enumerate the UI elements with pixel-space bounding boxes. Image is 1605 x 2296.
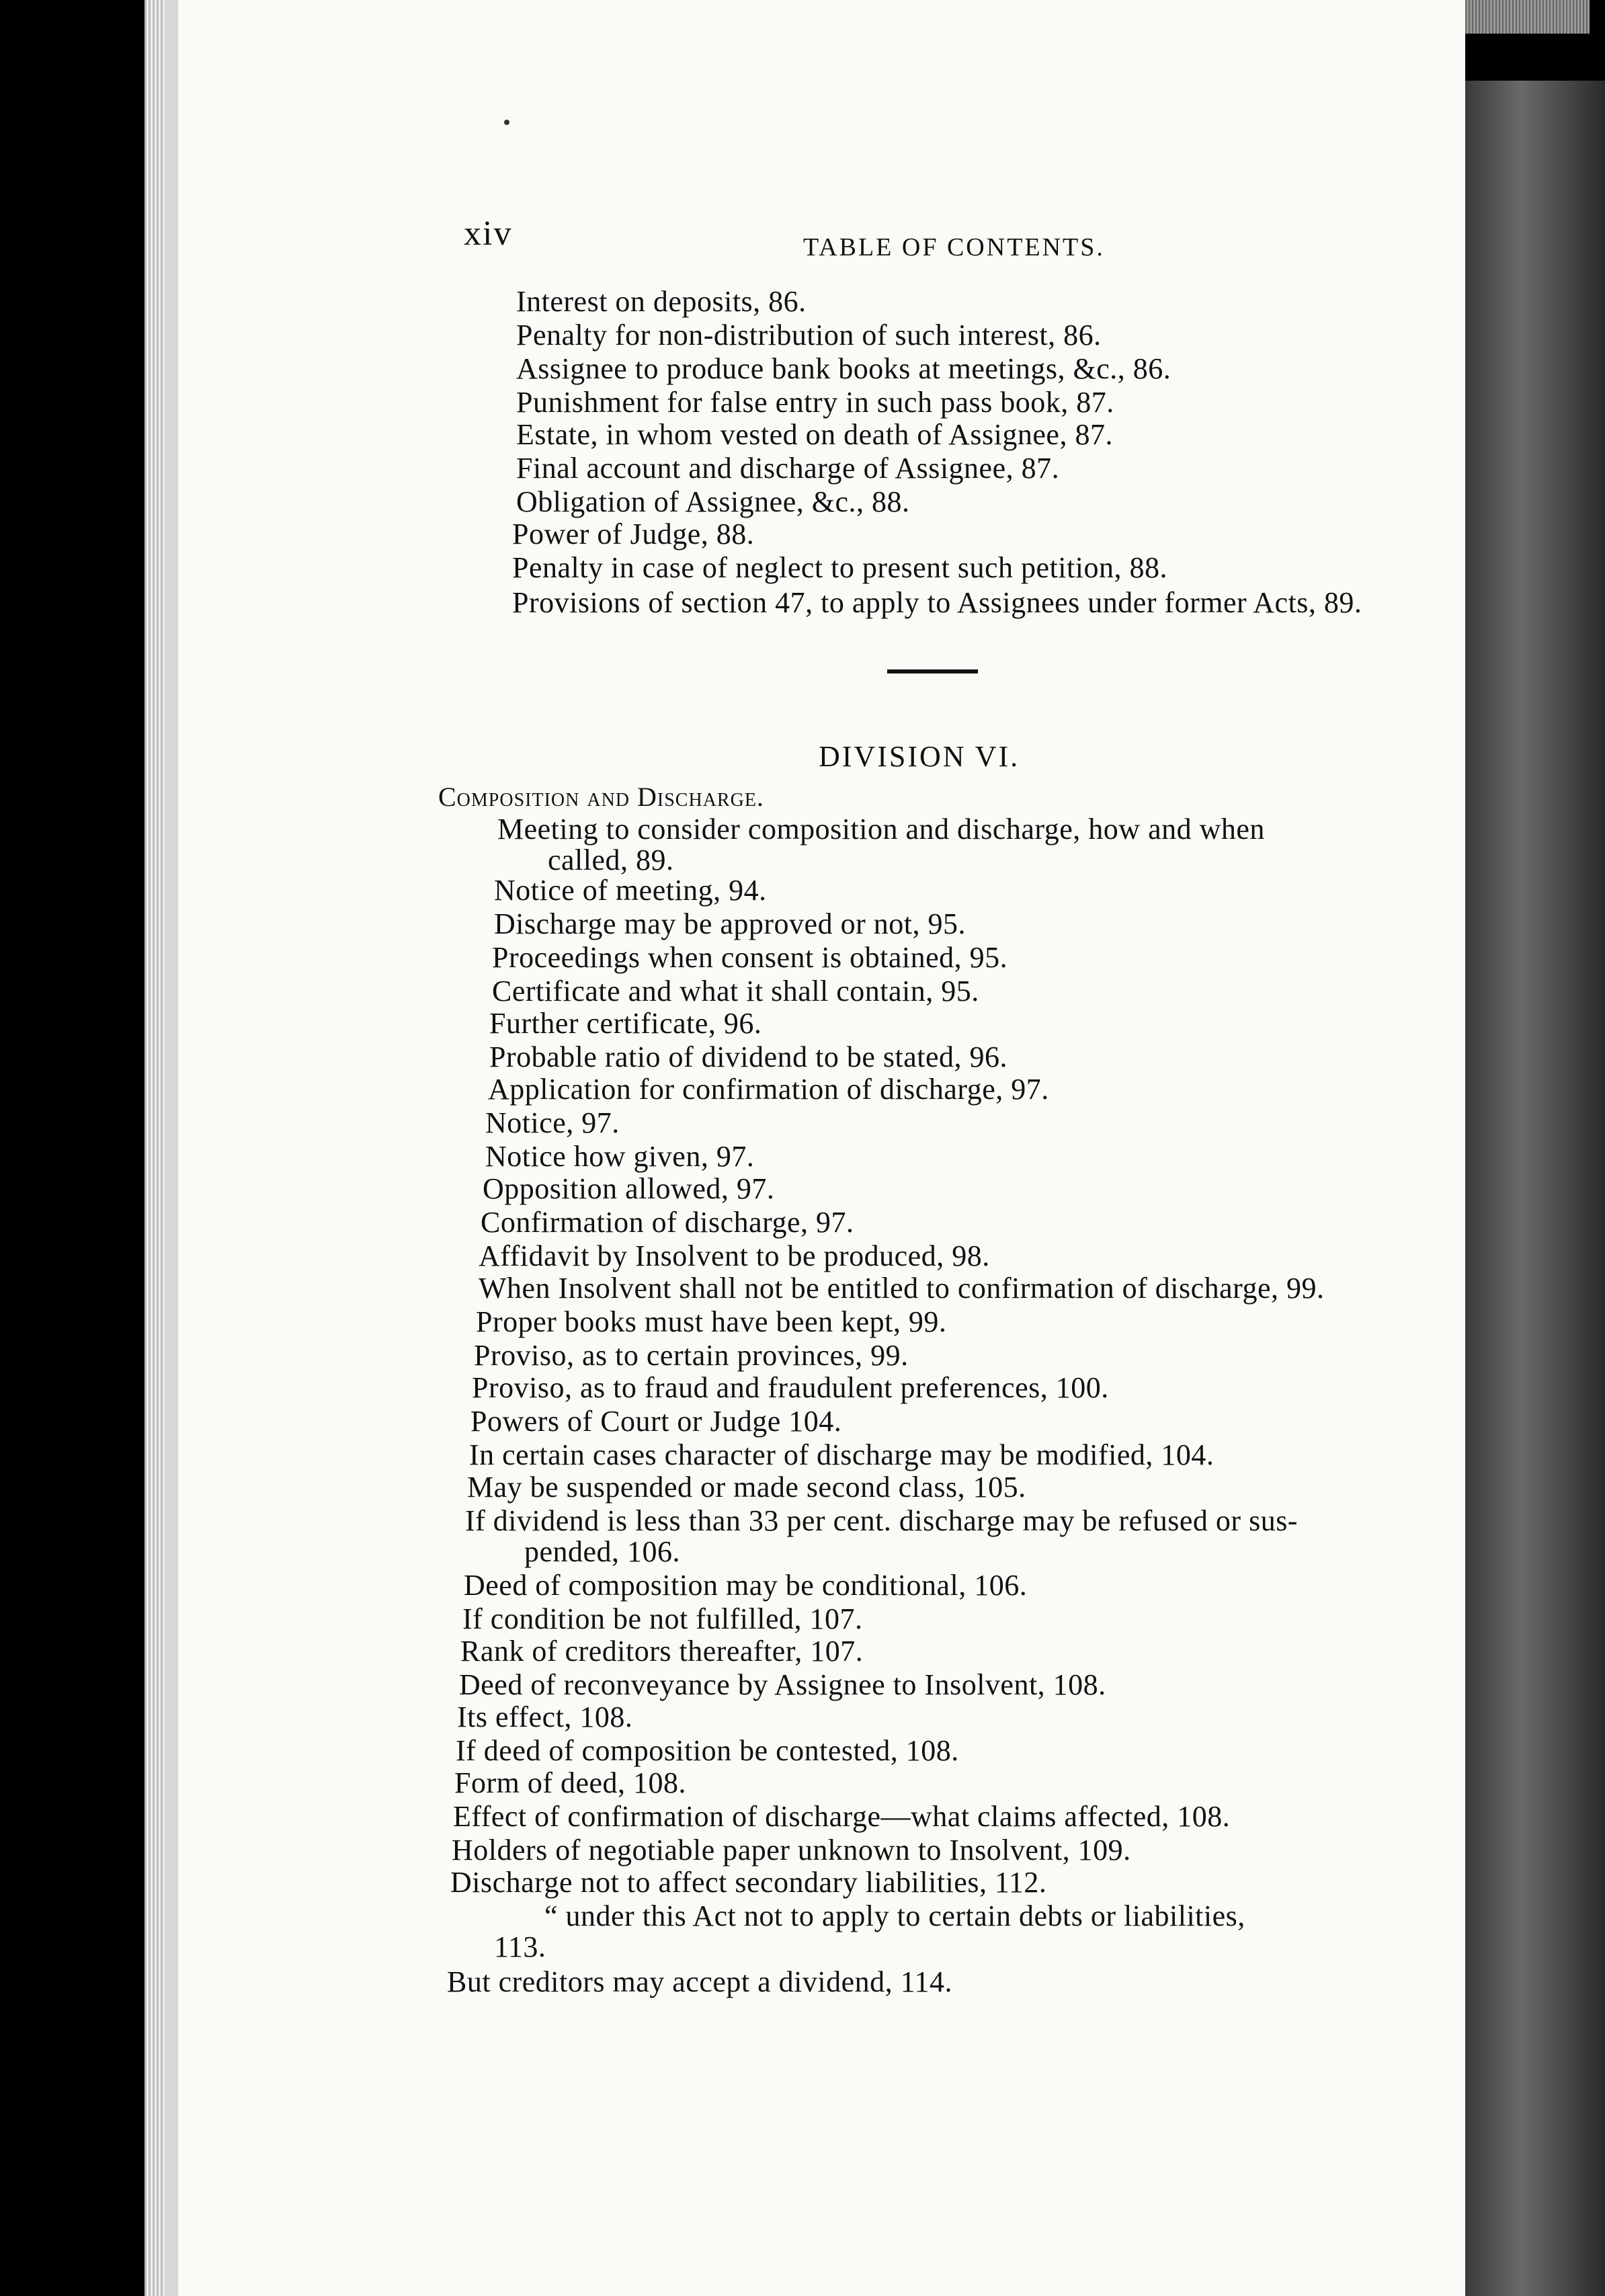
toc-entry: Form of deed, 108.: [454, 1766, 687, 1799]
toc-entry: Rank of creditors thereafter, 107.: [460, 1635, 864, 1668]
toc-entry: “ under this Act not to apply to certain debts or liabilities,: [544, 1899, 1245, 1932]
toc-entry: Discharge may be approved or not, 95.: [494, 907, 966, 940]
section-heading: Composition and Discharge.: [438, 782, 764, 812]
toc-entry: Proper books must have been kept, 99.: [476, 1305, 947, 1338]
page-number: xiv: [464, 214, 513, 253]
toc-entry: Power of Judge, 88.: [512, 518, 755, 550]
toc-entry: Affidavit by Insolvent to be produced, 98.: [479, 1239, 990, 1272]
toc-entry: Deed of composition may be conditional, 106.: [464, 1569, 1028, 1602]
toc-entry: Estate, in whom vested on death of Assignee, 87.: [516, 418, 1113, 451]
toc-entry: Notice of meeting, 94.: [494, 874, 767, 907]
running-head: TABLE OF CONTENTS.: [803, 233, 1105, 261]
toc-entry: If dividend is less than 33 per cent. discharge may be refused or sus-: [465, 1504, 1298, 1537]
toc-entry: Provisions of section 47, to apply to Assignees under former Acts, 89.: [512, 586, 1362, 619]
toc-entry: 113.: [494, 1930, 546, 1963]
toc-entry: Application for confirmation of discharge, 97.: [488, 1073, 1049, 1106]
toc-entry: If condition be not fulfilled, 107.: [462, 1602, 863, 1635]
toc-entry: In certain cases character of discharge may be modified, 104.: [469, 1438, 1215, 1471]
toc-entry: Proceedings when consent is obtained, 95.: [492, 941, 1008, 974]
toc-entry: Punishment for false entry in such pass book, 87.: [516, 386, 1114, 419]
toc-entry: Further certificate, 96.: [489, 1007, 762, 1040]
toc-entry: Proviso, as to certain provinces, 99.: [474, 1339, 909, 1372]
toc-entry: pended, 106.: [524, 1535, 681, 1568]
toc-entry: called, 89.: [548, 844, 674, 876]
toc-entry: May be suspended or made second class, 105.: [467, 1471, 1026, 1504]
toc-entry: Obligation of Assignee, &c., 88.: [516, 485, 910, 518]
toc-entry: Its effect, 108.: [457, 1700, 633, 1733]
toc-entry: When Insolvent shall not be entitled to confirmation of discharge, 99.: [479, 1272, 1325, 1305]
toc-entry: Notice, 97.: [485, 1106, 620, 1139]
toc-entry: Proviso, as to fraud and fraudulent preferences, 100.: [472, 1371, 1109, 1404]
toc-entry: Deed of reconveyance by Assignee to Insolvent, 108.: [459, 1668, 1106, 1701]
toc-entry: Holders of negotiable paper unknown to Insolvent, 109.: [452, 1834, 1131, 1867]
toc-entry: But creditors may accept a dividend, 114.: [447, 1965, 952, 1998]
toc-entry: If deed of composition be contested, 108.: [456, 1734, 959, 1767]
toc-entry: Powers of Court or Judge 104.: [470, 1405, 842, 1438]
toc-entry: Opposition allowed, 97.: [483, 1172, 775, 1205]
toc-entry: Confirmation of discharge, 97.: [481, 1206, 854, 1239]
scan-speck: [504, 120, 509, 125]
toc-entry: Probable ratio of dividend to be stated, 96.: [489, 1040, 1008, 1073]
toc-entry: Penalty in case of neglect to present such petition, 88.: [512, 551, 1167, 584]
toc-entry: Assignee to produce bank books at meetings, &c., 86.: [516, 352, 1171, 385]
toc-entry: Notice how given, 97.: [485, 1140, 755, 1173]
toc-entry: Penalty for non-distribution of such interest, 86.: [516, 319, 1102, 352]
toc-entry: Effect of confirmation of discharge—what claims affected, 108.: [453, 1800, 1231, 1833]
toc-entry: Interest on deposits, 86.: [516, 285, 807, 318]
toc-entry: Final account and discharge of Assignee, 87.: [516, 452, 1060, 485]
toc-entry: Discharge not to affect secondary liabilities, 112.: [450, 1866, 1047, 1899]
division-title: DIVISION VI.: [819, 740, 1020, 773]
toc-entry: Certificate and what it shall contain, 95.: [492, 975, 979, 1008]
section-rule: [887, 669, 978, 673]
toc-entry: Meeting to consider composition and discharge, how and when: [497, 813, 1265, 846]
